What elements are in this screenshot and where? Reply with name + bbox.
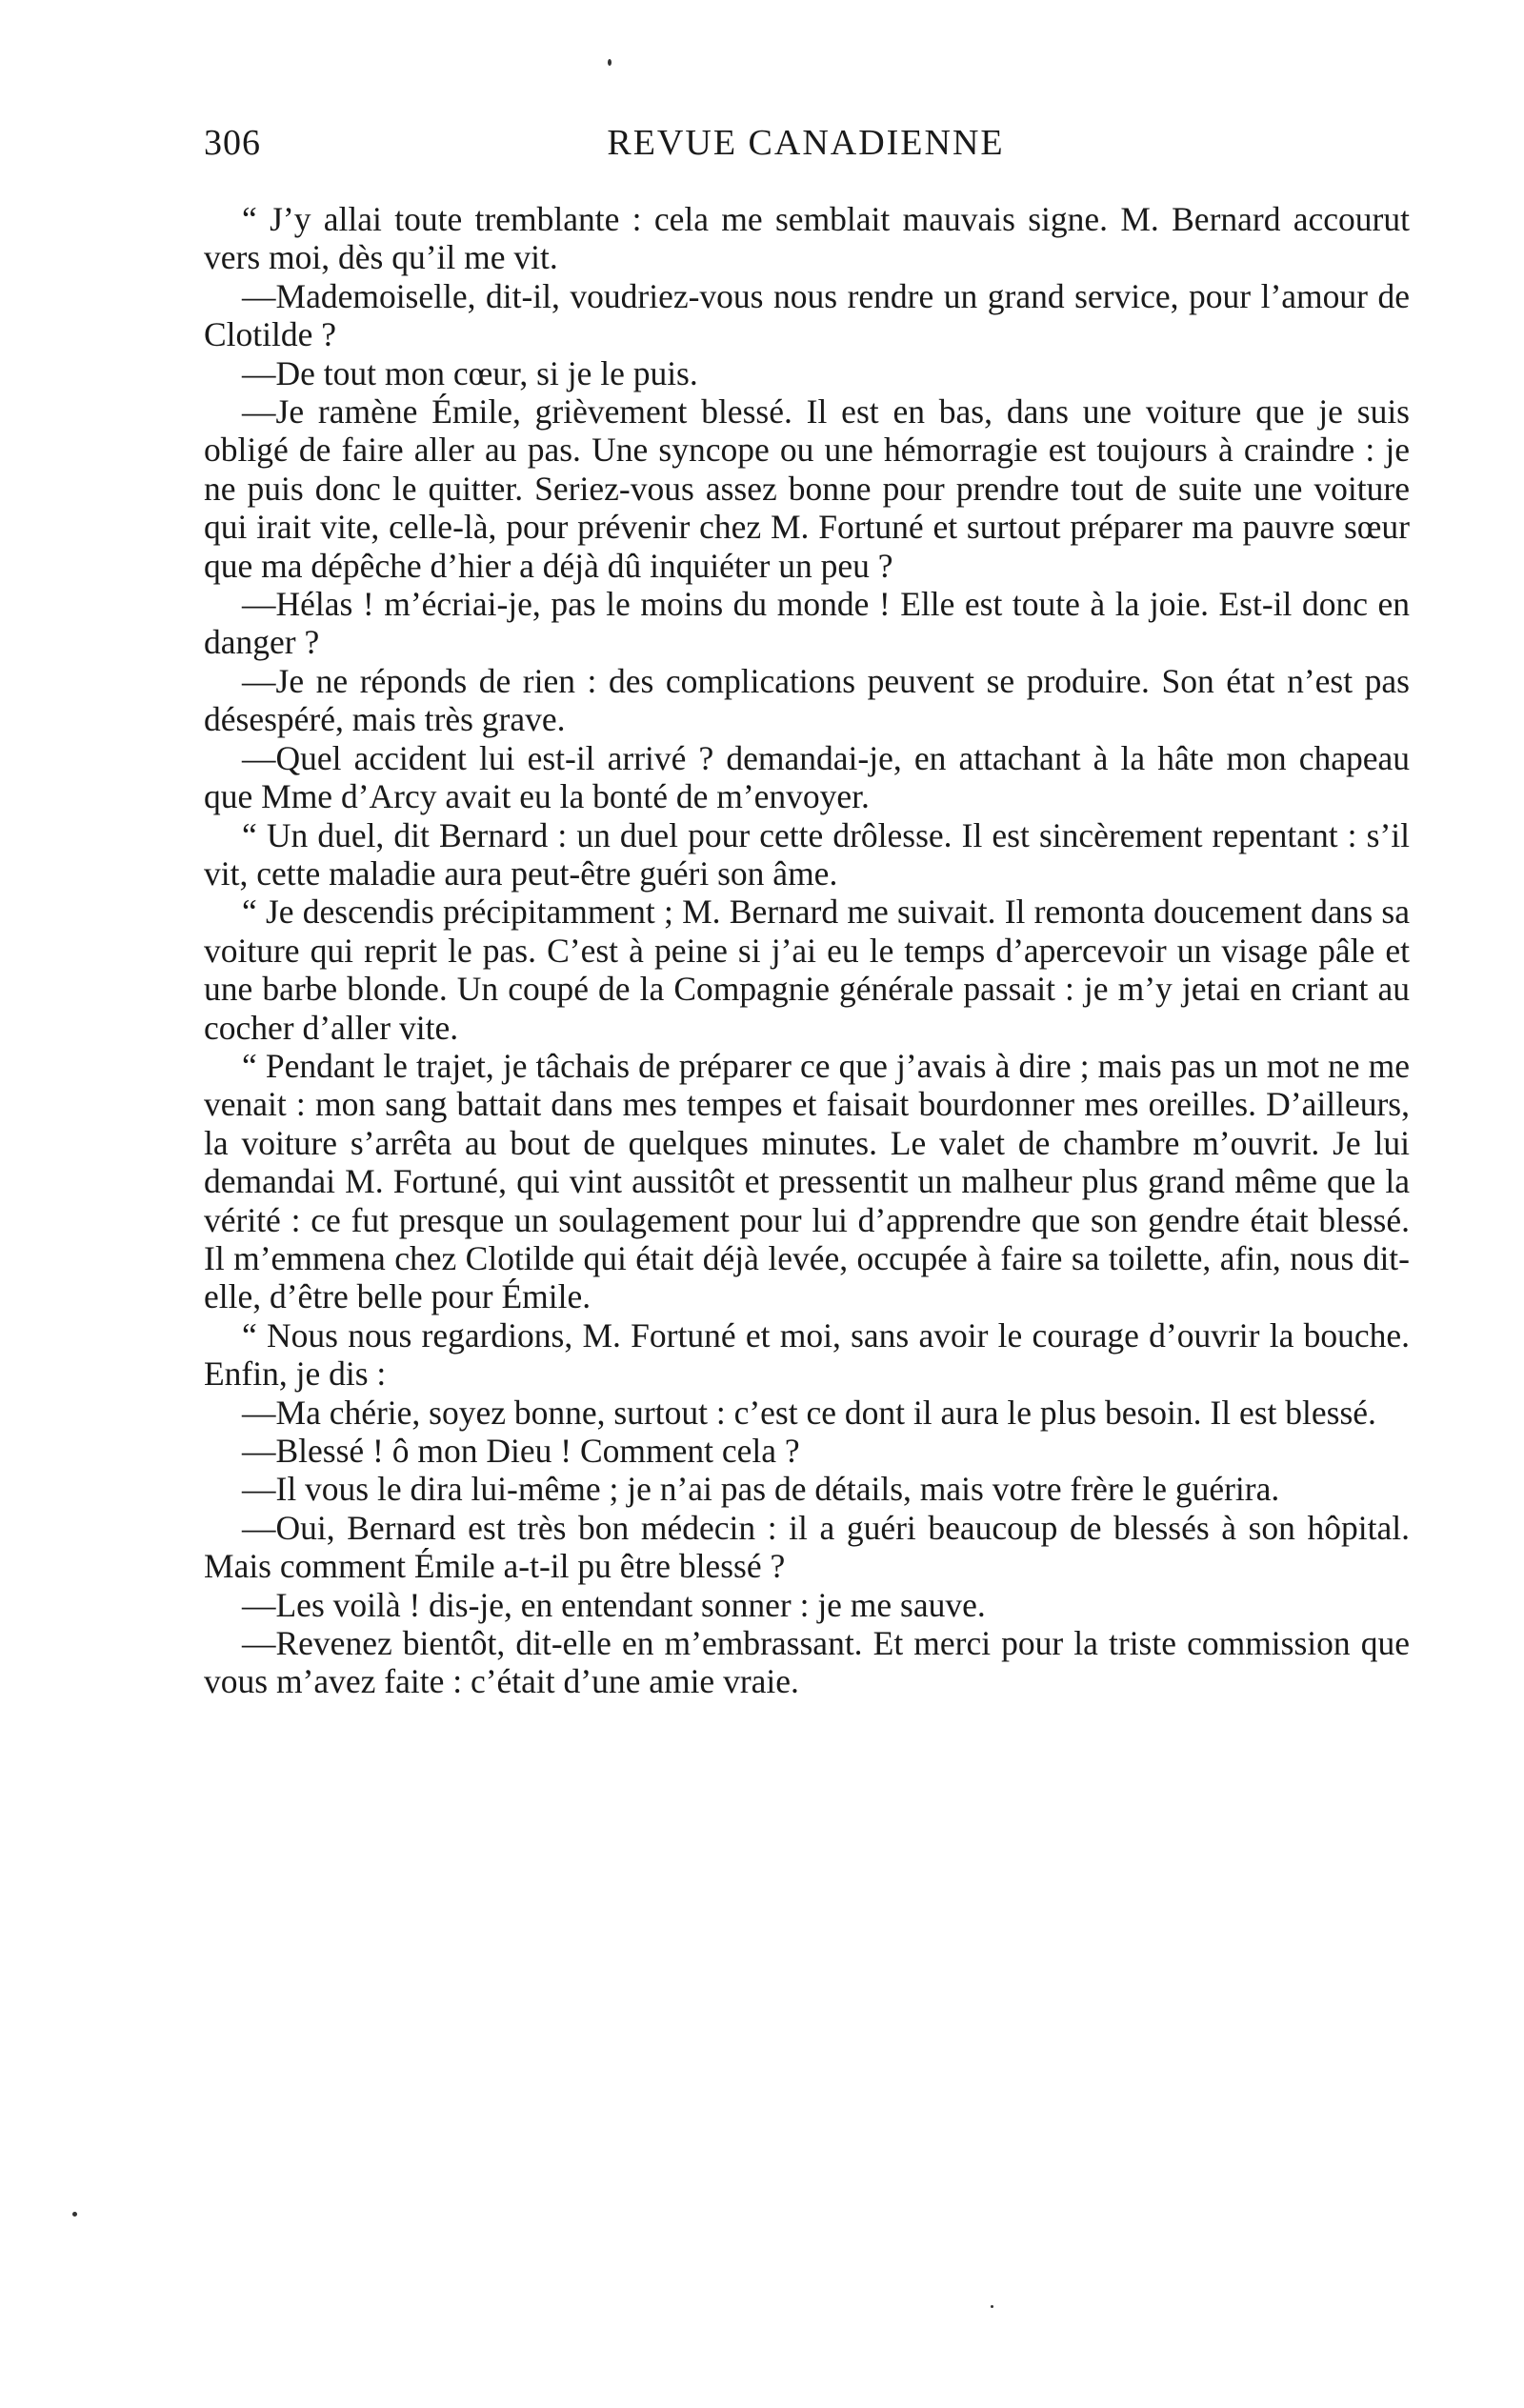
scan-speck — [608, 59, 612, 66]
paragraph-3: —De tout mon cœur, si je le puis. — [242, 353, 698, 392]
paragraph-6: —Je ne réponds de rien : des complications peuvent se produire. Son état n’est pas désespéré, mais très grave. — [204, 661, 1410, 739]
page-number: 306 — [204, 123, 261, 163]
paragraph-16: —Les voilà ! dis-je, en entendant sonner : je me sauve. — [242, 1585, 986, 1624]
paragraph-10: “ Pendant le trajet, je tâchais de préparer ce que j’avais à dire ; mais pas un mot ne me venait : mon sang battait dans mes tempes et faisait bourdonner mes oreilles. D’ailleurs, la voiture s’arrêta au bout de quelques minutes. Le valet de chambre m’ouvrit. Je lui demandai M. Fortuné, qui vint aussitôt et pressentit un malheur plus grand même que la vérité : ce fut presque un soulagement pour lui d’apprendre que son gendre était blessé. Il m’emmena chez Clotilde qui était déjà levée, occupée à faire sa toilette, afin, nous dit-elle, d’être belle pour Émile. — [204, 1046, 1410, 1316]
paragraph-17: —Revenez bientôt, dit-elle en m’embrassant. Et merci pour la triste commission que vous m’avez faite : c’était d’une amie vraie. — [204, 1624, 1410, 1701]
paragraph-8: “ Un duel, dit Bernard : un duel pour cette drôlesse. Il est sincèrement repentant : s’il vit, cette maladie aura peut-être guéri son âme. — [204, 815, 1410, 893]
paragraph-13: —Blessé ! ô mon Dieu ! Comment cela ? — [242, 1432, 800, 1470]
running-head — [204, 122, 1408, 179]
paragraph-4: —Je ramène Émile, grièvement blessé. Il est en bas, dans une voiture que je suis obligé de faire aller au pas. Une syncope ou une hémorragie est toujours à craindre : je ne puis donc le quitter. Seriez-vous assez bonne pour prendre tout de suite une voiture qui irait vite, celle-là, pour prévenir chez M. Fortuné et surtout préparer ma pauvre sœur que ma dépêche d’hier a déjà dû inquiéter un peu ? — [204, 392, 1410, 585]
paragraph-15: —Oui, Bernard est très bon médecin : il a guéri beaucoup de blessés à son hôpital. Mais comment Émile a-t-il pu être blessé ? — [204, 1508, 1410, 1586]
scan-speck — [991, 2305, 993, 2308]
paragraph-2: —Mademoiselle, dit-il, voudriez-vous nous rendre un grand service, pour l’amour de Clotilde ? — [204, 276, 1410, 354]
paragraph-7: —Quel accident lui est-il arrivé ? demandai-je, en attachant à la hâte mon chapeau que Mme d’Arcy avait eu la bonté de m’envoyer. — [204, 738, 1410, 816]
paragraph-1: “ J’y allai toute tremblante : cela me semblait mauvais signe. M. Bernard accourut vers moi, dès qu’il me vit. — [204, 200, 1410, 277]
body-text — [204, 200, 1410, 1701]
scan-speck — [72, 2212, 77, 2217]
paragraph-12: —Ma chérie, soyez bonne, surtout : c’est ce dont il aura le plus besoin. Il est blessé. — [242, 1393, 1376, 1432]
paragraph-14: —Il vous le dira lui-même ; je n’ai pas de détails, mais votre frère le guérira. — [242, 1470, 1280, 1509]
paragraph-5: —Hélas ! m’écriai-je, pas le moins du monde ! Elle est toute à la joie. Est-il donc en danger ? — [204, 585, 1410, 662]
paragraph-11: “ Nous nous regardions, M. Fortuné et moi, sans avoir le courage d’ouvrir la bouche. Enfin, je dis : — [204, 1315, 1410, 1394]
journal-title: REVUE CANADIENNE — [607, 123, 1005, 163]
paragraph-9: “ Je descendis précipitamment ; M. Bernard me suivait. Il remonta doucement dans sa voiture qui reprit le pas. C’est à peine si j’ai eu le temps d’apercevoir un visage pâle et une barbe blonde. Un coupé de la Compagnie générale passait : je m’y jetai en criant au cocher d’aller vite. — [204, 893, 1410, 1047]
